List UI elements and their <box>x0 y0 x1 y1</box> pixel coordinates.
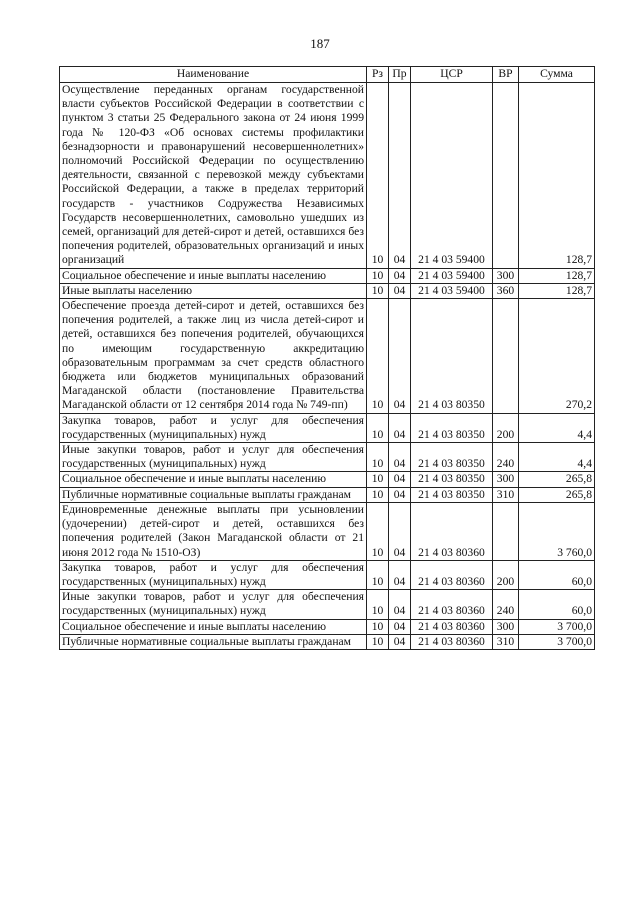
cell-csr: 21 4 03 59400 <box>411 283 493 298</box>
cell-sum: 60,0 <box>519 560 595 589</box>
cell-pr: 04 <box>389 83 411 269</box>
cell-vr: 200 <box>493 560 519 589</box>
cell-name: Закупка товаров, работ и услуг для обеспечения государственных (муниципальных) нужд <box>60 413 367 442</box>
cell-csr: 21 4 03 80350 <box>411 487 493 502</box>
cell-pr: 04 <box>389 443 411 472</box>
cell-pr: 04 <box>389 502 411 560</box>
cell-pr: 04 <box>389 283 411 298</box>
header-pr: Пр <box>389 67 411 83</box>
table-row <box>60 83 595 269</box>
cell-sum: 265,8 <box>519 487 595 502</box>
cell-name: Иные выплаты населению <box>60 283 367 298</box>
cell-vr: 360 <box>493 283 519 298</box>
cell-rz: 10 <box>367 83 389 269</box>
cell-sum: 3 700,0 <box>519 634 595 649</box>
cell-sum: 3 700,0 <box>519 619 595 634</box>
cell-pr: 04 <box>389 413 411 442</box>
cell-vr: 240 <box>493 443 519 472</box>
cell-pr: 04 <box>389 560 411 589</box>
cell-csr: 21 4 03 80360 <box>411 619 493 634</box>
cell-csr: 21 4 03 80360 <box>411 590 493 619</box>
table-row <box>60 268 595 283</box>
cell-csr: 21 4 03 80350 <box>411 443 493 472</box>
cell-pr: 04 <box>389 472 411 487</box>
cell-csr: 21 4 03 80360 <box>411 560 493 589</box>
cell-name: Иные закупки товаров, работ и услуг для обеспечения государственных (муниципальных) нужд <box>60 443 367 472</box>
cell-sum: 270,2 <box>519 299 595 414</box>
table-row <box>60 619 595 634</box>
cell-vr: 240 <box>493 590 519 619</box>
cell-rz: 10 <box>367 443 389 472</box>
cell-pr: 04 <box>389 299 411 414</box>
header-vr: ВР <box>493 67 519 83</box>
cell-vr: 310 <box>493 487 519 502</box>
header-name: Наименование <box>60 67 367 83</box>
cell-name: Публичные нормативные социальные выплаты гражданам <box>60 634 367 649</box>
cell-name: Единовременные денежные выплаты при усыновлении (удочерении) детей-сирот и детей, оставшихся без попечения родителей (Закон Магаданской области от 21 июня 2012 года № 1510-ОЗ) <box>60 502 367 560</box>
cell-csr: 21 4 03 80350 <box>411 472 493 487</box>
cell-sum: 3 760,0 <box>519 502 595 560</box>
cell-csr: 21 4 03 80360 <box>411 502 493 560</box>
table-row <box>60 560 595 589</box>
cell-vr <box>493 83 519 269</box>
table-row <box>60 487 595 502</box>
header-row <box>60 67 595 83</box>
header-rz: Рз <box>367 67 389 83</box>
cell-vr: 300 <box>493 619 519 634</box>
cell-sum: 128,7 <box>519 268 595 283</box>
cell-name: Обеспечение проезда детей-сирот и детей, оставшихся без попечения родителей, а также лиц из числа детей-сирот и детей, оставшихся без попечения родителей, обучающихся по имеющим государственную аккредитацию образовательным программам за счет средств областного бюджета или бюджетов муниципальных образований Магаданской области (постановление Правительства Магаданской области от 12 сентября 2014 года № 749-пп) <box>60 299 367 414</box>
cell-rz: 10 <box>367 560 389 589</box>
cell-sum: 4,4 <box>519 413 595 442</box>
cell-rz: 10 <box>367 502 389 560</box>
table-row <box>60 413 595 442</box>
cell-sum: 265,8 <box>519 472 595 487</box>
table-row <box>60 634 595 649</box>
cell-rz: 10 <box>367 487 389 502</box>
cell-sum: 128,7 <box>519 283 595 298</box>
cell-vr: 310 <box>493 634 519 649</box>
cell-sum: 128,7 <box>519 83 595 269</box>
cell-vr <box>493 502 519 560</box>
cell-pr: 04 <box>389 268 411 283</box>
cell-pr: 04 <box>389 634 411 649</box>
table-row <box>60 283 595 298</box>
cell-vr: 300 <box>493 472 519 487</box>
cell-csr: 21 4 03 59400 <box>411 83 493 269</box>
cell-rz: 10 <box>367 283 389 298</box>
cell-vr: 300 <box>493 268 519 283</box>
table-header <box>60 67 595 83</box>
header-sum: Сумма <box>519 67 595 83</box>
cell-csr: 21 4 03 59400 <box>411 268 493 283</box>
cell-sum: 60,0 <box>519 590 595 619</box>
cell-name: Социальное обеспечение и иные выплаты населению <box>60 619 367 634</box>
cell-vr: 200 <box>493 413 519 442</box>
cell-pr: 04 <box>389 487 411 502</box>
cell-name: Публичные нормативные социальные выплаты гражданам <box>60 487 367 502</box>
cell-name: Закупка товаров, работ и услуг для обеспечения государственных (муниципальных) нужд <box>60 560 367 589</box>
cell-pr: 04 <box>389 619 411 634</box>
cell-vr <box>493 299 519 414</box>
cell-rz: 10 <box>367 619 389 634</box>
table-body <box>60 83 595 650</box>
cell-rz: 10 <box>367 299 389 414</box>
cell-rz: 10 <box>367 634 389 649</box>
cell-name: Осуществление переданных органам государственной власти субъектов Российской Федерации в соответствии с пунктом 3 статьи 25 Федерального закона от 24 июня 1999 года № 120-ФЗ «Об основах системы профилактики безнадзорности и правонарушений несовершеннолетних» полномочий Российской Федерации по осуществлению деятельности, связанной с перевозкой между субъектами Российской Федерации, а также в пределах территорий государств - участников Содружества Независимых Государств несовершеннолетних, самовольно ушедших из семей, организаций для детей-сирот и детей, оставшихся без попечения родителей, образовательных организаций и иных организаций <box>60 83 367 269</box>
cell-csr: 21 4 03 80350 <box>411 299 493 414</box>
cell-name: Иные закупки товаров, работ и услуг для обеспечения государственных (муниципальных) нужд <box>60 590 367 619</box>
cell-name: Социальное обеспечение и иные выплаты населению <box>60 472 367 487</box>
cell-rz: 10 <box>367 268 389 283</box>
cell-sum: 4,4 <box>519 443 595 472</box>
table-row <box>60 299 595 414</box>
cell-pr: 04 <box>389 590 411 619</box>
cell-csr: 21 4 03 80360 <box>411 634 493 649</box>
cell-name: Социальное обеспечение и иные выплаты населению <box>60 268 367 283</box>
cell-csr: 21 4 03 80350 <box>411 413 493 442</box>
table-row <box>60 472 595 487</box>
cell-rz: 10 <box>367 590 389 619</box>
header-csr: ЦСР <box>411 67 493 83</box>
cell-rz: 10 <box>367 413 389 442</box>
table-row <box>60 443 595 472</box>
table-row <box>60 502 595 560</box>
cell-rz: 10 <box>367 472 389 487</box>
budget-table <box>59 66 595 650</box>
table-row <box>60 590 595 619</box>
page-number: 187 <box>310 36 330 51</box>
